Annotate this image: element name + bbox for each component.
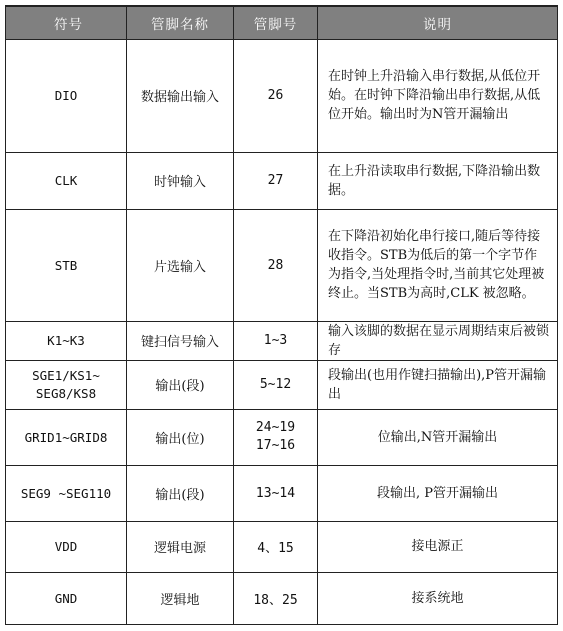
cell-symbol: VDD	[6, 521, 127, 572]
cell-symbol	[6, 360, 127, 409]
header-pin-name: 管脚名称	[127, 6, 234, 39]
cell-description: 段输出(也用作键扫描输出),P管开漏输出	[318, 360, 558, 409]
cell-description: 段输出, P管开漏输出	[318, 465, 558, 521]
cell-pin-name: 片选输入	[127, 209, 234, 321]
cell-pin-name: 输出(段)	[127, 360, 234, 409]
cell-symbol: GRID1~GRID8	[6, 409, 127, 465]
table-row	[6, 521, 558, 572]
table-row	[6, 409, 558, 465]
pin-table-container	[5, 5, 557, 625]
cell-pin-name: 输出(段)	[127, 465, 234, 521]
cell-pin-name: 时钟输入	[127, 152, 234, 209]
cell-description: 在上升沿读取串行数据,下降沿输出数据。	[318, 152, 558, 209]
table-row	[6, 39, 558, 152]
cell-pin-number	[234, 409, 318, 465]
cell-pin-number: 1~3	[234, 321, 318, 360]
table-row	[6, 360, 558, 409]
table-row	[6, 152, 558, 209]
header-pin-number: 管脚号	[234, 6, 318, 39]
header-description: 说明	[318, 6, 558, 39]
cell-pin-number: 4、15	[234, 521, 318, 572]
table-row	[6, 209, 558, 321]
pin-description-table	[5, 5, 558, 625]
cell-description: 位输出,N管开漏输出	[318, 409, 558, 465]
cell-pin-name: 逻辑地	[127, 572, 234, 624]
cell-pin-number: 13~14	[234, 465, 318, 521]
header-symbol: 符号	[6, 6, 127, 39]
table-row	[6, 465, 558, 521]
cell-description: 输入该脚的数据在显示周期结束后被锁存	[318, 321, 558, 360]
cell-pin-name: 键扫信号输入	[127, 321, 234, 360]
cell-pin-number: 26	[234, 39, 318, 152]
cell-symbol-line1: SGE1/KS1~	[32, 367, 100, 383]
cell-description: 接系统地	[318, 572, 558, 624]
cell-pin-number: 28	[234, 209, 318, 321]
cell-symbol: SEG9 ~SEG110	[6, 465, 127, 521]
cell-symbol: GND	[6, 572, 127, 624]
cell-symbol: DIO	[6, 39, 127, 152]
cell-pin-name: 输出(位)	[127, 409, 234, 465]
cell-pin-number: 18、25	[234, 572, 318, 624]
cell-symbol: CLK	[6, 152, 127, 209]
cell-description: 接电源正	[318, 521, 558, 572]
cell-pin-number-line2: 17~16	[255, 438, 296, 453]
table-header-row	[6, 6, 558, 39]
table-row	[6, 321, 558, 360]
cell-symbol: STB	[6, 209, 127, 321]
table-row	[6, 572, 558, 624]
cell-pin-number: 27	[234, 152, 318, 209]
cell-pin-name: 逻辑电源	[127, 521, 234, 572]
cell-description: 在下降沿初始化串行接口,随后等待接收指令。STB为低后的第一个字节作为指令,当处理指令时,当前其它处理被终止。当STB为高时,CLK 被忽略。	[318, 209, 558, 321]
cell-symbol: K1~K3	[6, 321, 127, 360]
cell-pin-name: 数据输出输入	[127, 39, 234, 152]
cell-symbol-line2: SEG8/KS8	[35, 385, 97, 401]
cell-description: 在时钟上升沿输入串行数据,从低位开始。在时钟下降沿输出串行数据,从低位开始。输出时为N管开漏输出	[318, 39, 558, 152]
cell-pin-number: 5~12	[234, 360, 318, 409]
cell-pin-number-line1: 24~19	[255, 420, 296, 435]
